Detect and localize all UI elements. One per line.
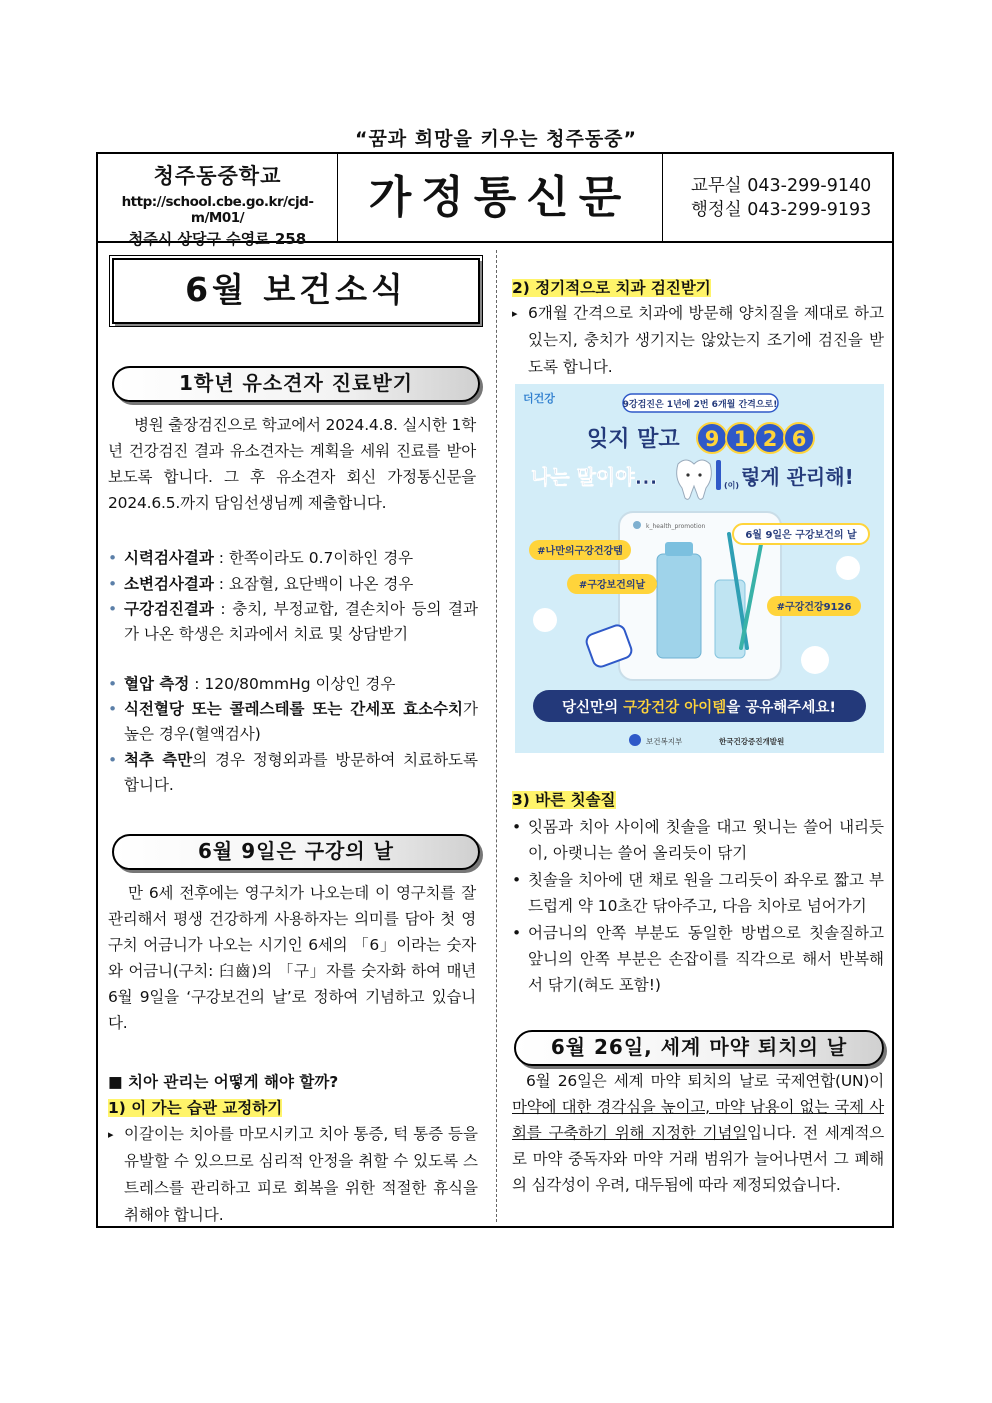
bullet-icon: • bbox=[108, 700, 118, 718]
poster-headline2-small: (이) bbox=[724, 481, 740, 490]
bullet-icon: • bbox=[512, 871, 522, 889]
section2-text: 만 6세 전후에는 영구치가 나오는데 이 영구치를 잘 관리해서 평생 건강하게 사용하자는 의미를 담아 첫 영구치 어금니가 나오는 시기인 6세의 「6」이라는 숫자와 어금니(구치: 臼齒)의 「구」자를 숫자화 하여 매년 6월 9일을 ‘구강보건의 날’로 정하여 기념하고 있습니다. bbox=[108, 884, 476, 1032]
school-name: 청주동중학교 bbox=[153, 164, 282, 188]
poster-headline-pre: 잊지 말고 bbox=[587, 427, 680, 452]
bullet-icon: • bbox=[512, 924, 522, 942]
main-title: 6월 보건소식 bbox=[112, 258, 480, 324]
item-blood-test: • 식전혈당 또는 콜레스테롤 또는 간세포 효소수치가 높은 경우(혈액검사) bbox=[106, 697, 478, 747]
poster-org2: 한국건강증진개발원 bbox=[719, 737, 785, 746]
tip3-item: • 어금니의 안쪽 부분도 동일한 방법으로 칫솔질하고 앞니의 안쪽 부분은 손잡이를 직각으로 해서 반복해서 닦기(혀도 포함!) bbox=[510, 920, 884, 998]
newsletter-frame bbox=[96, 152, 894, 1228]
digit: 9 bbox=[704, 427, 720, 451]
section2-heading: 6월 9일은 구강의 날 bbox=[112, 834, 480, 870]
poster-account: k_health_promotion bbox=[646, 523, 706, 530]
poster-cta: 당신만의 구강건강 아이템을 공유해주세요! bbox=[562, 700, 836, 716]
tooth-care-question: ■ 치아 관리는 어떻게 해야 할까? bbox=[108, 1073, 339, 1091]
section1-heading: 1학년 유소견자 진료받기 bbox=[112, 366, 480, 402]
tip2-title: 2) 정기적으로 치과 검진받기 bbox=[512, 279, 711, 297]
poster-tag-day: 6월 9일은 구강보건의 날 bbox=[745, 530, 857, 541]
poster-tag2: #구강보건의날 bbox=[578, 580, 646, 591]
triangle-bullet-icon: ▸ bbox=[512, 307, 518, 320]
tip3-title: 3) 바른 칫솔질 bbox=[512, 791, 616, 809]
item-blood-pressure: • 혈압 측정 : 120/80mmHg 이상인 경우 bbox=[106, 672, 478, 697]
school-info bbox=[98, 154, 338, 248]
newsletter-title: 가정통신문 bbox=[338, 154, 663, 241]
poster-headline2-a: 나는 말이야... bbox=[531, 465, 658, 489]
poster-tag1: #나만의구강건강템 bbox=[537, 546, 623, 557]
contact-info bbox=[663, 154, 892, 241]
poster-tag3: #구강건강9126 bbox=[776, 602, 852, 613]
poster-logo: 더건강 bbox=[523, 392, 555, 405]
section3-heading: 6월 26일, 세계 마약 퇴치의 날 bbox=[514, 1030, 884, 1066]
poster-badge: 9강검진은 1년에 2번 6개월 간격으로! bbox=[622, 400, 778, 410]
section1-intro: 병원 출장검진으로 학교에서 2024.4.8. 실시한 1학년 건강검진 결과 유소견자는 계획을 세워 진료를 받아보도록 합니다. 그 후 유소견자 회신 가정통신문을 2024.6.5.까지 담임선생님께 제출합니다. bbox=[108, 416, 476, 512]
oral-health-poster bbox=[515, 384, 884, 753]
bullet-icon: • bbox=[108, 675, 118, 693]
tip3-item: • 잇몸과 치아 사이에 칫솔을 대고 윗니는 쓸어 내리듯이, 아랫니는 쓸어 올리듯이 닦기 bbox=[510, 814, 884, 866]
contact-admin: 행정실 043-299-9193 bbox=[691, 200, 872, 220]
digit: 6 bbox=[791, 427, 807, 451]
contact-office: 교무실 043-299-9140 bbox=[691, 176, 872, 196]
bullet-icon: • bbox=[108, 549, 118, 567]
bullet-icon: • bbox=[108, 600, 118, 618]
item-oral: • 구강검진결과 : 충치, 부정교합, 결손치아 등의 결과가 나온 학생은 치과에서 치료 및 상담받기 bbox=[106, 597, 478, 647]
poster-headline2-b: 렇게 관리해! bbox=[741, 465, 854, 489]
column-divider bbox=[496, 250, 497, 1222]
poster-graphic bbox=[515, 384, 884, 753]
item-vision: • 시력검사결과 : 한쪽이라도 0.7이하인 경우 bbox=[106, 546, 478, 571]
motto: “꿈과 희망을 키우는 청주동중” bbox=[354, 128, 638, 150]
item-scoliosis: • 척추 측만의 경우 정형외과를 방문하여 치료하도록 합니다. bbox=[106, 748, 478, 798]
tip1-title: 1) 이 가는 습관 교정하기 bbox=[108, 1099, 283, 1117]
school-address: 청주시 상당구 수영로 258 bbox=[128, 230, 307, 248]
digit: 2 bbox=[762, 427, 778, 451]
item-urine: • 소변검사결과 : 요잠혈, 요단백이 나온 경우 bbox=[106, 572, 478, 597]
poster-org1: 보건복지부 bbox=[646, 737, 683, 746]
bullet-icon: • bbox=[108, 575, 118, 593]
header bbox=[98, 154, 892, 248]
digit: 1 bbox=[733, 427, 749, 451]
school-url[interactable]: http://school.cbe.go.kr/cjd-m/M01/ bbox=[121, 194, 314, 226]
section3-text: 6월 26일은 세계 마약 퇴치의 날로 국제연합(UN)이 마약에 대한 경각심을 높이고, 마약 남용이 없는 국제 사회를 구축하기 위해 지정한 기념일입니다. 전 세계적으로 마약 중독자와 마약 거래 범위가 늘어나면서 그 폐해의 심각성이 우려, 대두됨에 따라 제정되었습니다. bbox=[512, 1072, 884, 1194]
bullet-icon: • bbox=[108, 751, 118, 769]
tip1-text: ▸ 이갈이는 치아를 마모시키고 치아 통증, 턱 통증 등을 유발할 수 있으므로 심리적 안정을 취할 수 있도록 스트레스를 관리하고 피로 회복을 위한 적절한 휴식을 취해야 합니다. bbox=[106, 1121, 478, 1229]
bullet-icon: • bbox=[512, 818, 522, 836]
triangle-bullet-icon: ▸ bbox=[108, 1128, 114, 1141]
tip2-text: ▸ 6개월 간격으로 치과에 방문해 양치질을 제대로 하고 있는지, 충치가 생기지는 않았는지 조기에 검진을 받도록 합니다. bbox=[510, 300, 884, 381]
tip3-item: • 칫솔을 치아에 댄 채로 원을 그리듯이 좌우로 짧고 부드럽게 약 10초간 닦아주고, 다음 치아로 넘어가기 bbox=[510, 867, 884, 919]
